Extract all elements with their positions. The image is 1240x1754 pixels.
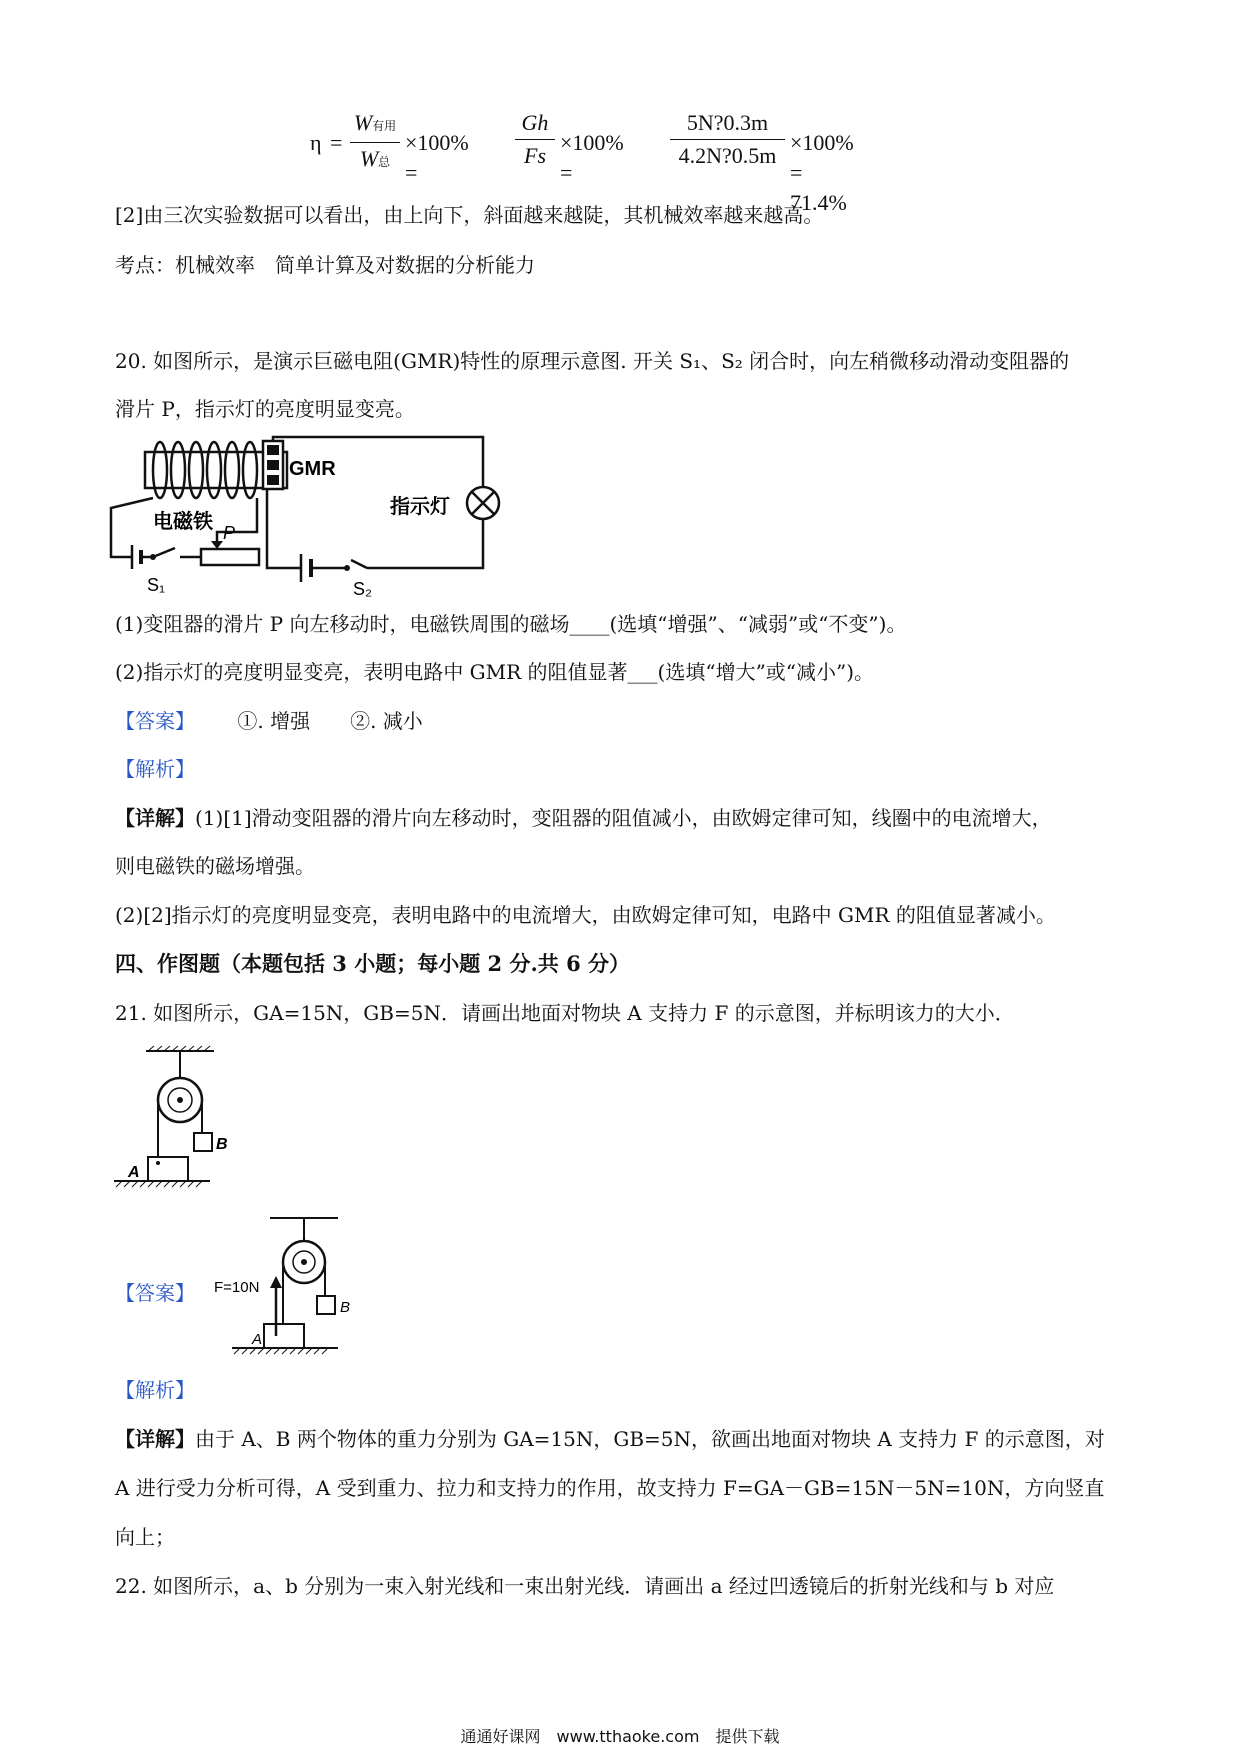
gh: Gh — [521, 110, 549, 135]
q21-detail-tag: 【详解】 — [115, 1427, 195, 1451]
kaodian: 考点：机械效率 简单计算及对数据的分析能力 — [115, 253, 535, 277]
page-footer: 通通好课网 www.tthaoke.com 提供下载 — [460, 1727, 780, 1746]
times-100-1: ×100% = — [405, 130, 469, 185]
answer-block-b — [317, 1296, 335, 1314]
w-useful-sub: 有用 — [372, 119, 397, 133]
equals-sign: = — [330, 130, 343, 155]
q20-sub2: (2)指示灯的亮度明显变亮，表明电路中 GMR 的阻值显著___(选填“增大”或“减小”)。 — [115, 660, 875, 684]
q20-sub1: (1)变阻器的滑片 P 向左移动时，电磁铁周围的磁场____(选填“增强”、“减弱”或“不变”)。 — [115, 612, 907, 636]
q20-detail-line2: 则电磁铁的磁场增强。 — [115, 854, 315, 878]
force-label: F=10N — [214, 1279, 260, 1296]
q22-stem: 22. 如图所示，a、b 分别为一束入射光线和一束出射光线．请画出 a 经过凹透镜后的折射光线和与 b 对应 — [115, 1574, 1055, 1598]
answer-label-a: A — [252, 1331, 263, 1348]
q20-answer-text: ①. 增强 ②. 减小 — [237, 709, 423, 733]
q21-detail-line2: A 进行受力分析可得，A 受到重力、拉力和支持力的作用，故支持力 F=GA－GB=15N－5N=10N，方向竖直 — [115, 1476, 1105, 1500]
formula-result: ×100% = 71.4% — [790, 130, 854, 215]
q20-answer-line — [115, 706, 1135, 736]
q20-stem-line1: 20. 如图所示，是演示巨磁电阻(GMR)特性的原理示意图. 开关 S₁、S₂ 闭合时，向左稍微移动滑动变阻器的 — [115, 349, 1070, 373]
answer-label-b: B — [340, 1299, 351, 1316]
pulley-diagram — [110, 1045, 228, 1190]
label-s1: S₁ — [147, 575, 166, 595]
q21-detail-line3: 向上； — [115, 1525, 175, 1549]
work-fraction — [350, 108, 400, 177]
q20-stem-line2: 滑片 P，指示灯的亮度明显变亮。 — [115, 397, 415, 421]
gmr-circuit-diagram — [105, 435, 515, 599]
label-b: B — [216, 1136, 228, 1153]
detail-tag: 【详解】 — [115, 806, 195, 830]
value-fraction — [670, 108, 785, 171]
label-lamp: 指示灯 — [390, 496, 450, 518]
w-total: W — [359, 146, 379, 171]
value-numerator: 5N?0.3m — [686, 110, 769, 135]
block-a — [148, 1157, 188, 1181]
answer-tag: 【答案】 — [115, 709, 195, 733]
label-s2: S₂ — [353, 579, 372, 599]
q21-stem: 21. 如图所示，GA=15N，GB=5N．请画出地面对物块 A 支持力 F 的示意图，并标明该力的大小． — [115, 1001, 1015, 1025]
answer-block-a — [264, 1324, 304, 1348]
q21-detail-line1 — [115, 1424, 1135, 1454]
label-electromagnet: 电磁铁 — [153, 511, 213, 533]
q21-analysis-tag: 【解析】 — [115, 1378, 195, 1402]
section4-title: 四、作图题（本题包括 3 小题；每小题 2 分.共 6 分） — [115, 951, 631, 976]
block-b — [194, 1133, 212, 1151]
gh-fs-fraction — [515, 108, 555, 171]
fs: Fs — [524, 143, 546, 168]
q20-detail-line1 — [115, 803, 1135, 833]
q20-analysis-tag: 【解析】 — [115, 757, 195, 781]
rheostat — [201, 549, 259, 565]
eta-symbol: η — [310, 130, 322, 155]
q20-detail-text1: (1)[1]滑动变阻器的滑片向左移动时，变阻器的阻值减小，由欧姆定律可知，线圈中的电流增大， — [195, 806, 1052, 830]
q21-answer-tag: 【答案】 — [115, 1281, 195, 1305]
paragraph-2: [2]由三次实验数据可以看出，由上向下，斜面越来越陡，其机械效率越来越高。 — [115, 203, 824, 227]
q20-detail-line3: (2)[2]指示灯的亮度明显变亮，表明电路中的电流增大，由欧姆定律可知，电路中 GMR 的阻值显著减小。 — [115, 903, 1056, 927]
w-total-sub: 总 — [378, 155, 391, 169]
value-denominator: 4.2N?0.5m — [678, 143, 777, 168]
times-100-2: ×100% = — [560, 130, 624, 185]
label-p: P — [223, 523, 236, 543]
w-useful: W — [353, 110, 373, 135]
answer-pulley-diagram — [212, 1212, 372, 1357]
label-a: A — [128, 1164, 140, 1181]
q21-detail-text1: 由于 A、B 两个物体的重力分别为 GA=15N，GB=5N，欲画出地面对物块 A 支持力 F 的示意图，对 — [195, 1427, 1105, 1451]
label-gmr: GMR — [289, 458, 336, 480]
